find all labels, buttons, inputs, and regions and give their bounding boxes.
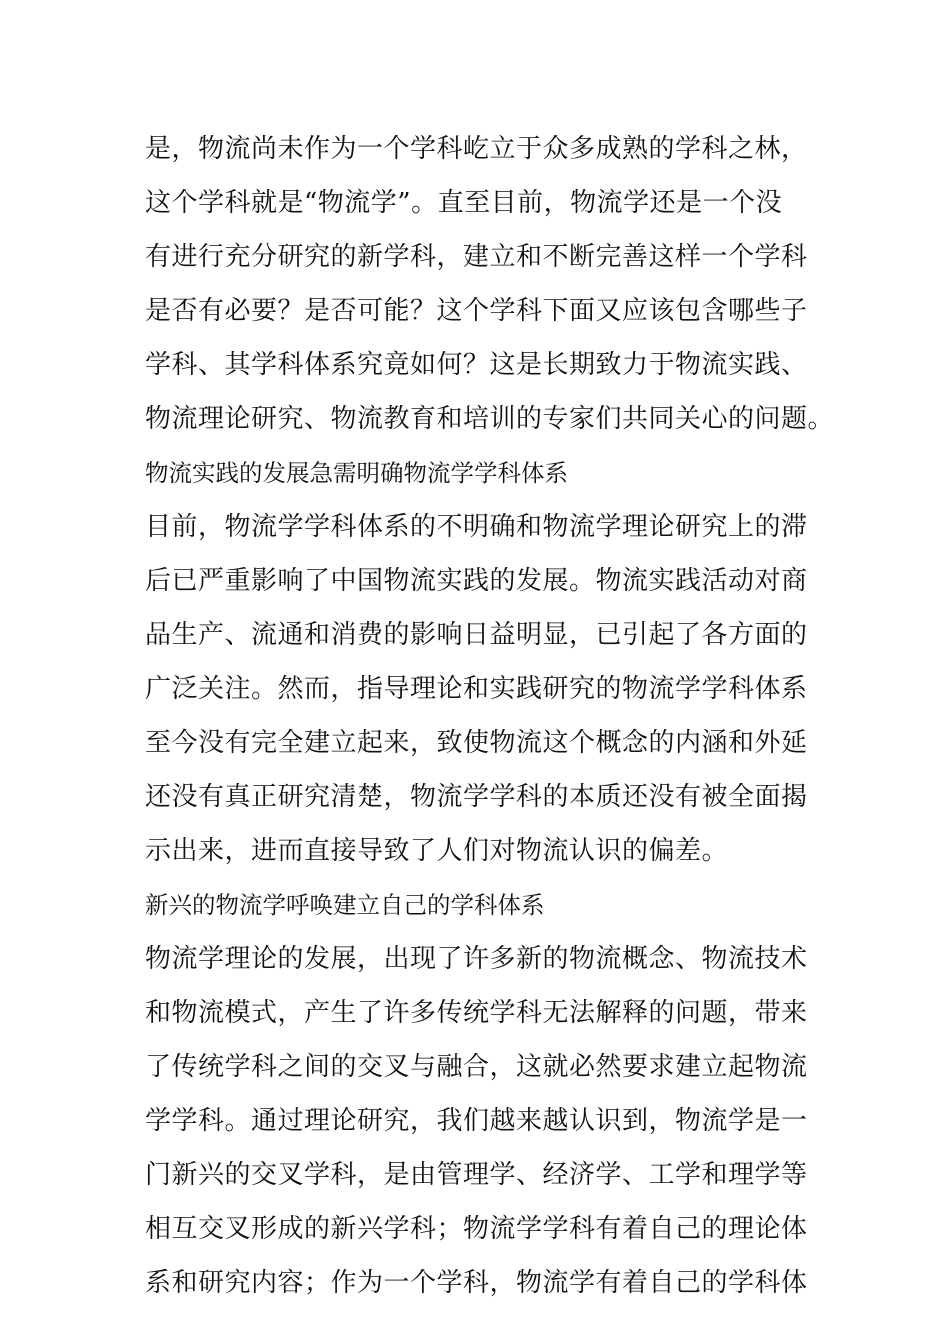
body-line: 目前，物流学学科体系的不明确和物流学理论研究上的滞 xyxy=(145,512,808,542)
body-line: 学科、其学科体系究竟如何？这是长期致力于物流实践、 xyxy=(145,350,808,380)
body-line: 示出来，进而直接导致了人们对物流认识的偏差。 xyxy=(145,836,729,866)
document-body xyxy=(145,122,835,1310)
body-line: 物流理论研究、物流教育和培训的专家们共同关心的问题。 xyxy=(145,404,835,434)
body-line: 相互交叉形成的新兴学科；物流学学科有着自己的理论体 xyxy=(145,1214,808,1244)
body-line: 这个学科就是“物流学”。直至目前，物流学还是一个没 xyxy=(145,188,783,218)
body-line: 是否有必要？是否可能？这个学科下面又应该包含哪些子 xyxy=(145,296,808,326)
body-line: 品生产、流通和消费的影响日益明显，已引起了各方面的 xyxy=(145,620,808,650)
body-line: 还没有真正研究清楚，物流学学科的本质还没有被全面揭 xyxy=(145,782,808,812)
body-line: 和物流模式，产生了许多传统学科无法解释的问题，带来 xyxy=(145,998,808,1028)
body-line: 学学科。通过理论研究，我们越来越认识到，物流学是一 xyxy=(145,1106,808,1136)
body-line: 了传统学科之间的交叉与融合，这就必然要求建立起物流 xyxy=(145,1052,808,1082)
body-line: 广泛关注。然而，指导理论和实践研究的物流学学科体系 xyxy=(145,674,808,704)
section-heading: 新兴的物流学呼唤建立自己的学科体系 xyxy=(145,891,545,919)
body-line: 有进行充分研究的新学科，建立和不断完善这样一个学科 xyxy=(145,242,808,272)
body-line: 至今没有完全建立起来，致使物流这个概念的内涵和外延 xyxy=(145,728,808,758)
body-line: 后已严重影响了中国物流实践的发展。物流实践活动对商 xyxy=(145,566,808,596)
section-heading: 物流实践的发展急需明确物流学学科体系 xyxy=(145,459,568,487)
body-line: 是，物流尚未作为一个学科屹立于众多成熟的学科之林， xyxy=(145,134,808,164)
body-line: 系和研究内容；作为一个学科，物流学有着自己的学科体 xyxy=(145,1268,808,1298)
body-line: 物流学理论的发展，出现了许多新的物流概念、物流技术 xyxy=(145,944,808,974)
body-line: 门新兴的交叉学科，是由管理学、经济学、工学和理学等 xyxy=(145,1160,808,1190)
